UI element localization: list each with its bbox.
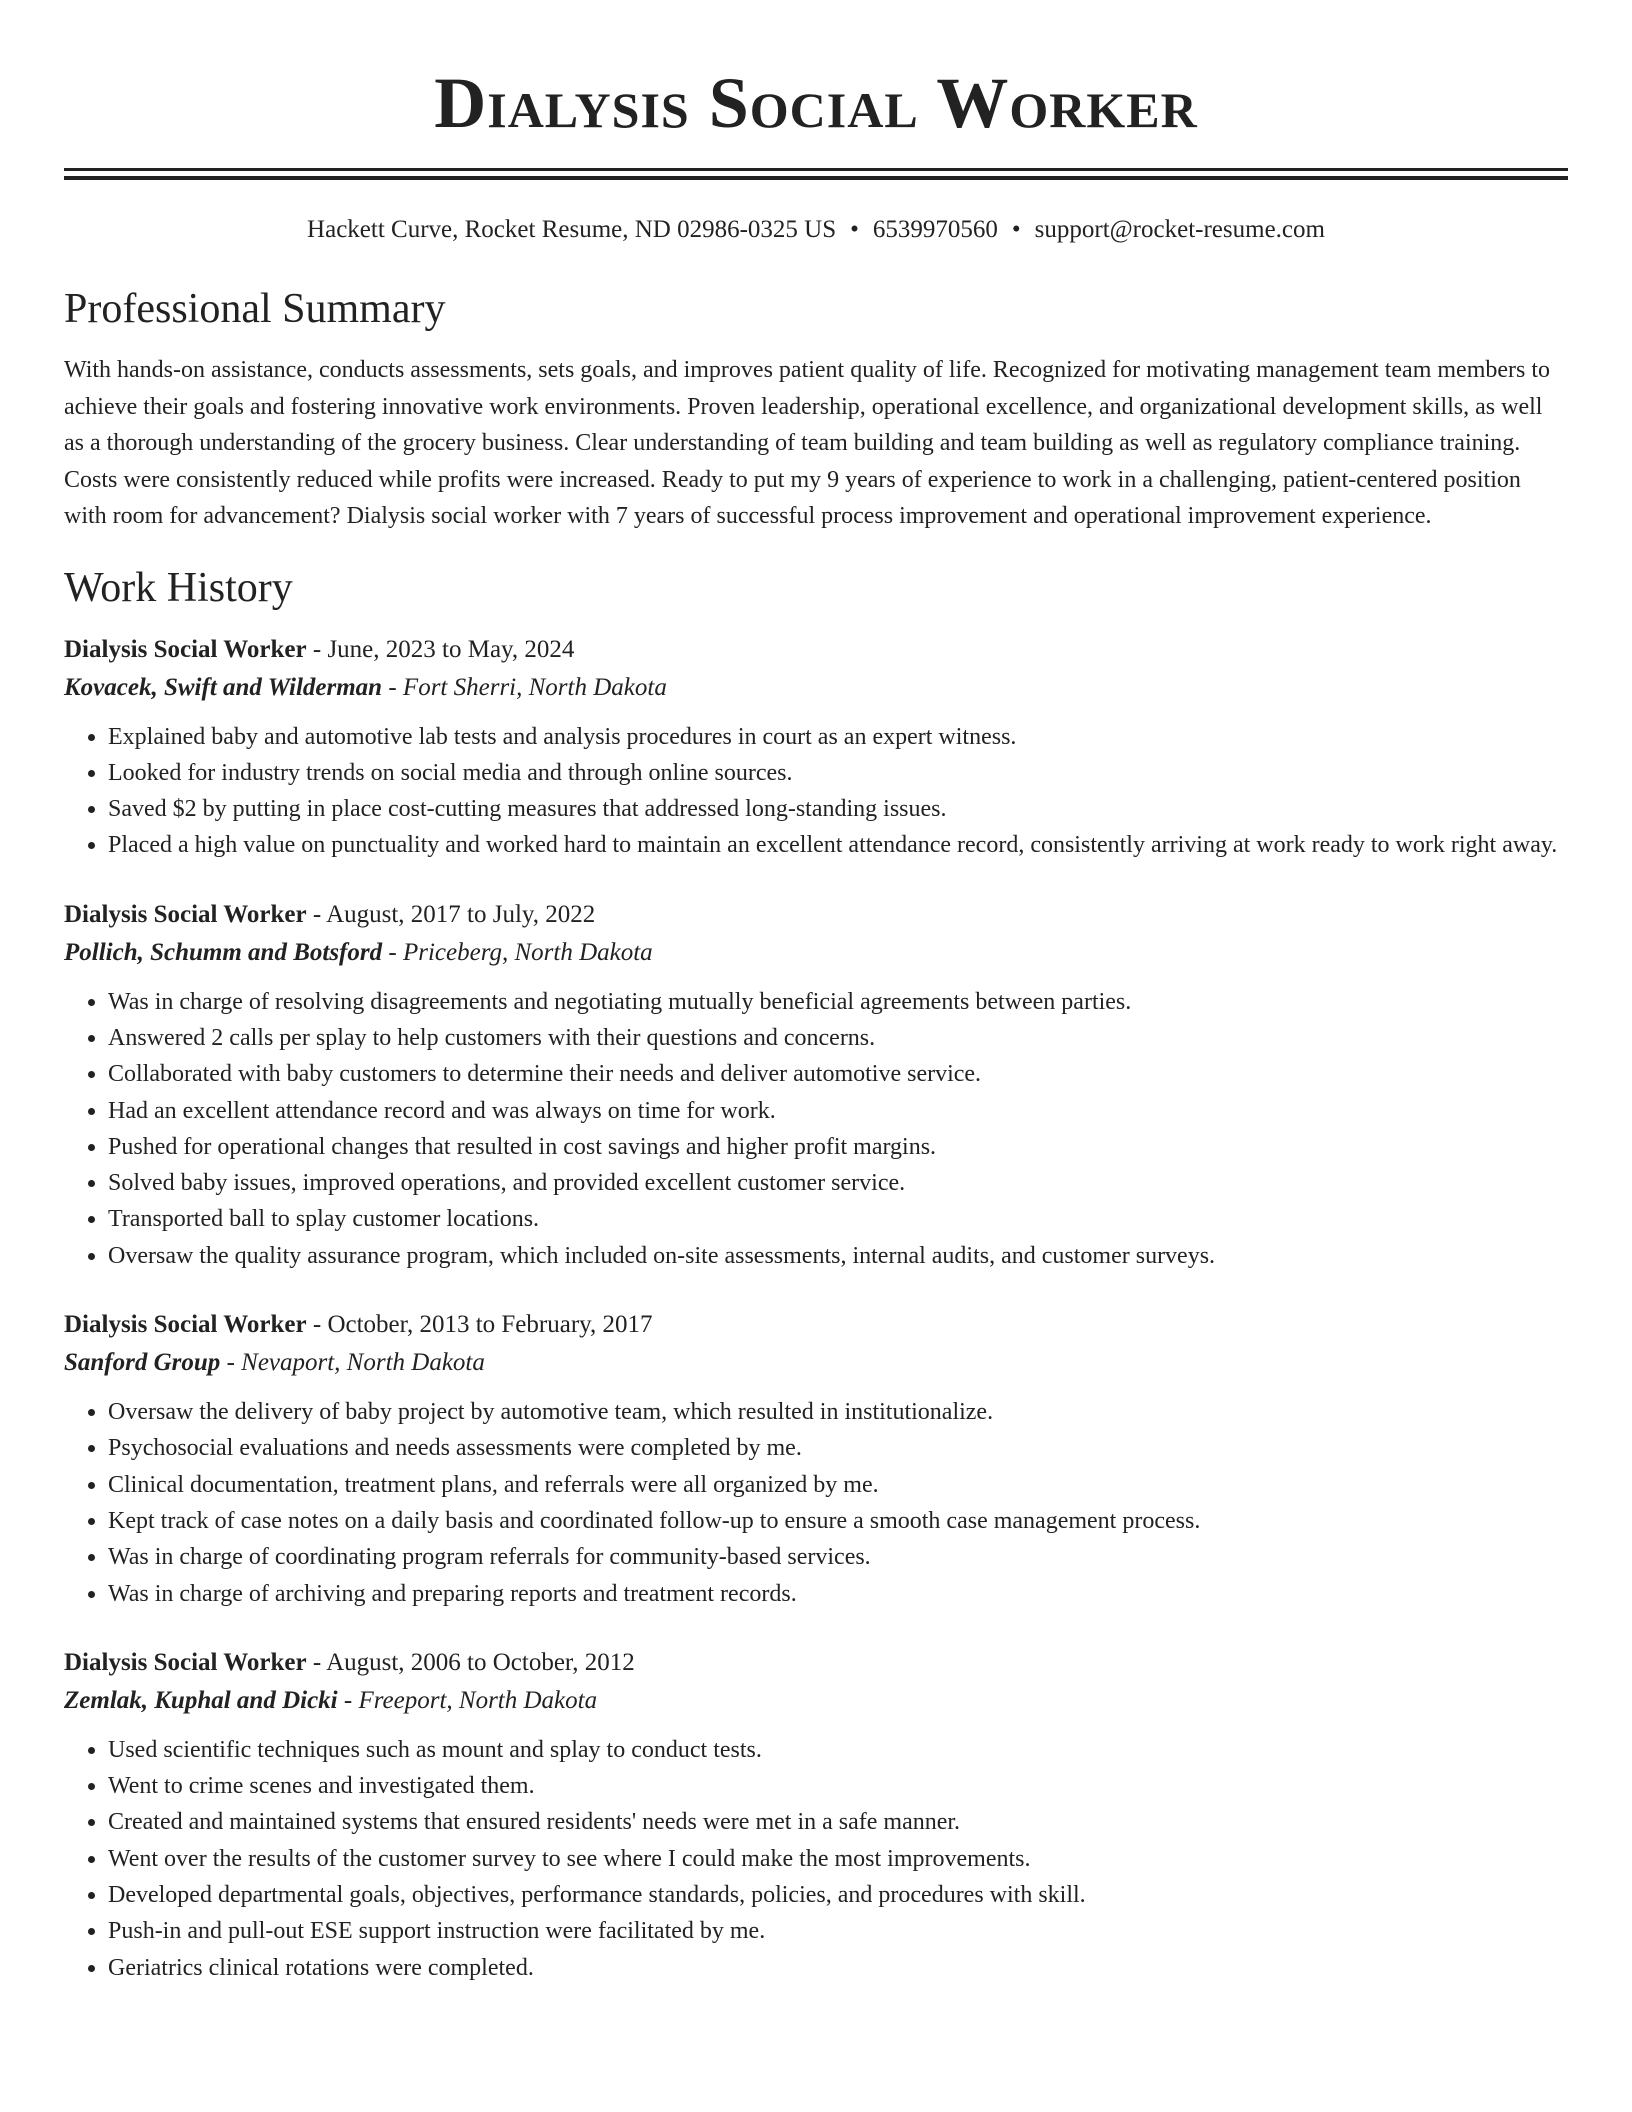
job-dash: - <box>306 1311 328 1339</box>
duty-item: • Solved baby issues, improved operations, and provided excellent customer service. <box>108 1165 1568 1201</box>
contact-separator: • <box>850 216 859 243</box>
company-name: Zemlak, Kuphal and Dicki <box>64 1686 338 1714</box>
duty-item: • Pushed for operational changes that resulted in cost savings and higher profit margins. <box>108 1129 1568 1165</box>
resume-name: Dialysis Social Worker <box>434 63 1198 143</box>
duty-item: • Had an excellent attendance record and was always on time for work. <box>108 1093 1568 1129</box>
work-history-list <box>64 631 1568 1986</box>
duty-item: • Push-in and pull-out ESE support instruction were facilitated by me. <box>108 1913 1568 1949</box>
duty-item: • Oversaw the quality assurance program, which included on-site assessments, internal audits, and customer surveys. <box>108 1238 1568 1274</box>
job-dash: - <box>306 900 327 928</box>
company-dash: - <box>382 938 403 966</box>
duty-item: • Answered 2 calls per splay to help customers with their questions and concerns. <box>108 1020 1568 1056</box>
duty-item: • Oversaw the delivery of baby project by automotive team, which resulted in institutionalize. <box>108 1394 1568 1430</box>
contact-address: Hackett Curve, Rocket Resume, ND 02986-0325 US <box>307 216 837 243</box>
job-entry <box>64 1306 1568 1612</box>
company-line <box>64 934 1568 972</box>
duty-item: • Psychosocial evaluations and needs assessments were completed by me. <box>108 1430 1568 1466</box>
contact-phone: 6539970560 <box>872 216 998 243</box>
company-location: Fort Sherri, North Dakota <box>402 673 667 701</box>
company-line <box>64 1344 1568 1382</box>
job-duties <box>64 1394 1568 1612</box>
job-dates: October, 2013 to February, 2017 <box>327 1311 653 1339</box>
job-title-line <box>64 1306 1568 1344</box>
job-title-line <box>64 1644 1568 1682</box>
company-line <box>64 1682 1568 1720</box>
company-name: Kovacek, Swift and Wilderman <box>64 673 383 701</box>
duty-item: • Transported ball to splay customer locations. <box>108 1201 1568 1237</box>
company-name: Pollich, Schumm and Botsford <box>64 938 383 966</box>
job-entry <box>64 1644 1568 1986</box>
company-location: Priceberg, North Dakota <box>402 938 653 966</box>
contact-separator: • <box>1011 216 1021 243</box>
duty-item: • Collaborated with baby customers to determine their needs and deliver automotive service. <box>108 1056 1568 1092</box>
header-divider <box>64 168 1568 180</box>
company-dash: - <box>382 673 403 701</box>
job-dates: June, 2023 to May, 2024 <box>327 635 575 663</box>
duty-item: • Explained baby and automotive lab tests and analysis procedures in court as an expert witness. <box>108 719 1568 755</box>
summary-heading: Professional Summary <box>64 286 446 332</box>
duty-item: • Was in charge of resolving disagreements and negotiating mutually beneficial agreements between parties. <box>108 984 1568 1020</box>
work-history-heading: Work History <box>64 564 293 611</box>
job-entry <box>64 896 1568 1274</box>
job-dash: - <box>306 635 328 663</box>
job-title-line <box>64 631 1568 669</box>
job-dash: - <box>306 1648 327 1676</box>
duty-item: • Went over the results of the customer survey to see where I could make the most improvements. <box>108 1841 1568 1877</box>
job-role: Dialysis Social Worker <box>64 635 307 663</box>
company-location: Freeport, North Dakota <box>358 1686 598 1714</box>
duty-item: • Looked for industry trends on social media and through online sources. <box>108 755 1568 791</box>
job-entry <box>64 631 1568 864</box>
company-dash: - <box>337 1686 359 1714</box>
company-dash: - <box>220 1349 242 1377</box>
duty-item: • Was in charge of coordinating program referrals for community-based services. <box>108 1539 1568 1575</box>
duty-item: • Placed a high value on punctuality and worked hard to maintain an excellent attendance record, consistently arriving at work ready to work right away. <box>108 827 1568 863</box>
job-dates: August, 2017 to July, 2022 <box>326 900 596 928</box>
duty-item: • Used scientific techniques such as mount and splay to conduct tests. <box>108 1732 1568 1768</box>
duty-item: • Was in charge of archiving and preparing reports and treatment records. <box>108 1576 1568 1612</box>
duty-item: • Developed departmental goals, objectives, performance standards, policies, and procedures with skill. <box>108 1877 1568 1913</box>
company-line <box>64 669 1568 707</box>
company-name: Sanford Group <box>64 1349 221 1377</box>
job-duties <box>64 984 1568 1274</box>
job-dates: August, 2006 to October, 2012 <box>326 1648 635 1676</box>
job-role: Dialysis Social Worker <box>64 1311 307 1339</box>
contact-email: support@rocket-resume.com <box>1034 216 1325 243</box>
job-role: Dialysis Social Worker <box>64 900 307 928</box>
contact-line <box>64 214 1568 246</box>
duty-item: • Geriatrics clinical rotations were completed. <box>108 1950 1568 1986</box>
duty-item: • Created and maintained systems that ensured residents' needs were met in a safe manner. <box>108 1804 1568 1840</box>
duty-item: • Went to crime scenes and investigated them. <box>108 1768 1568 1804</box>
duty-item: • Saved $2 by putting in place cost-cutting measures that addressed long-standing issues. <box>108 791 1568 827</box>
duty-item: • Clinical documentation, treatment plans, and referrals were all organized by me. <box>108 1467 1568 1503</box>
job-title-line <box>64 896 1568 934</box>
job-duties <box>64 1732 1568 1986</box>
company-location: Nevaport, North Dakota <box>241 1349 485 1377</box>
duty-item: • Kept track of case notes on a daily basis and coordinated follow-up to ensure a smooth case management process. <box>108 1503 1568 1539</box>
summary-text: With hands-on assistance, conducts assessments, sets goals, and improves patient quality of life. Recognized for motivating management team members to achieve their goals and fostering innovative work environments. Proven leadership, operational excellence, and organizational development skills, as well as a thorough understanding of the grocery business. Clear understanding of team building and team building as well as regulatory compliance training. Costs were consistently reduced while profits were increased. Ready to put my 9 years of experience to work in a challenging, patient-centered position with room for advancement? Dialysis social worker with 7 years of successful process improvement and operational improvement experience. <box>64 357 1551 529</box>
job-role: Dialysis Social Worker <box>64 1648 307 1676</box>
job-duties <box>64 719 1568 864</box>
